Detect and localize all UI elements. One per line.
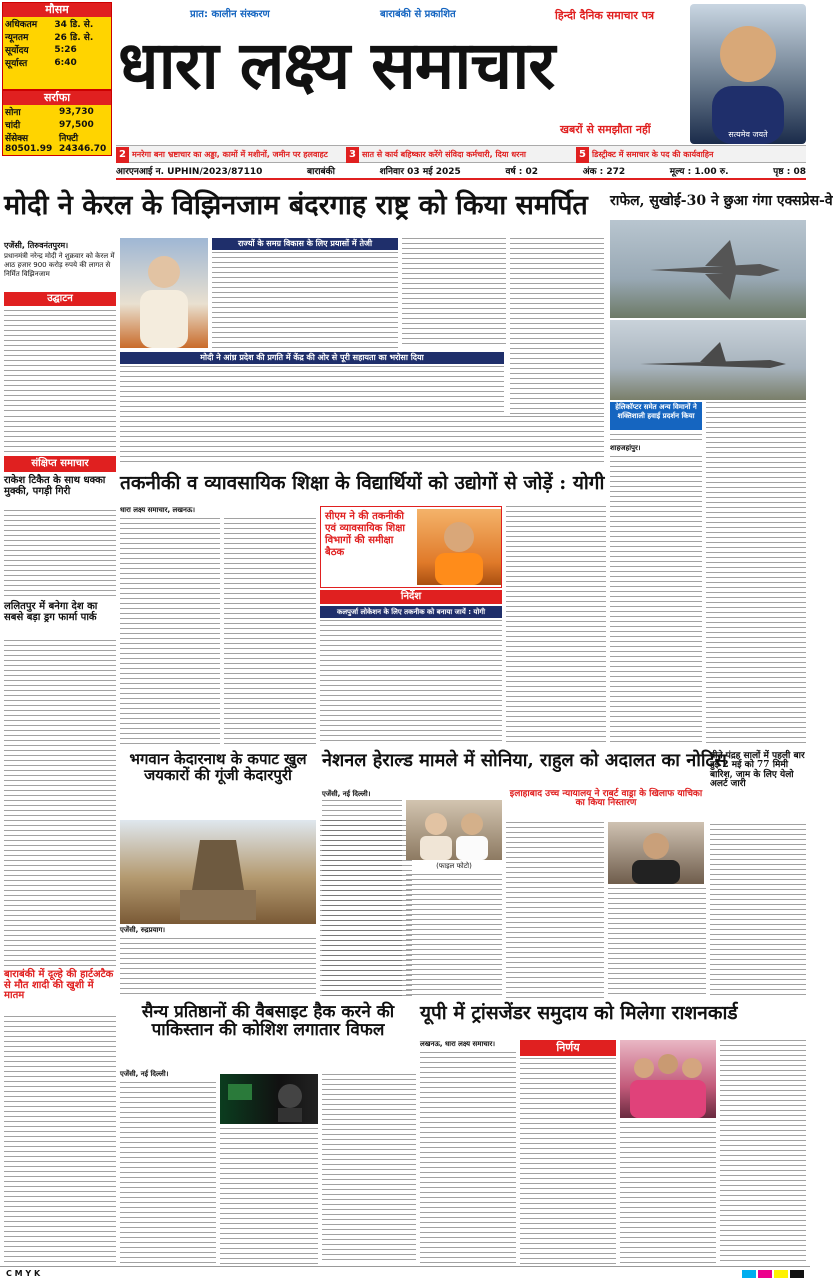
teaser-2-text: सात से कार्य बहिष्कार करेंगे संविदा कर्मचारी, दिया धरना (361, 150, 526, 159)
transgender-photo (620, 1040, 716, 1118)
lead-tag: उद्घाटन (4, 292, 116, 306)
kedarnath-photo (120, 820, 316, 924)
kedarnath-caption: एजेंसी, रुद्रप्रयाग। (120, 926, 166, 934)
rni-number: आरएनआई न. UPHIN/2023/87110 (116, 167, 263, 177)
jet-icon (610, 220, 806, 318)
temple-icon (120, 820, 316, 924)
footer-strip (0, 1266, 810, 1280)
brief-headline-1[interactable]: राकेश टिकैत के साथ धक्का मुक्की, पगड़ी गिरी (4, 475, 106, 497)
lead-column-5 (120, 366, 504, 414)
yogi-column-3 (320, 620, 502, 744)
teaser-2-num: 3 (346, 147, 359, 163)
person-icon (120, 238, 208, 348)
left-column-lead-continued (4, 416, 116, 452)
weather-title: मौसम (3, 3, 111, 17)
gold-label: सोना (5, 108, 21, 118)
teaser-3-text: डिस्ट्रीक्ट में समाचार के पद की कार्यवाहिन (591, 150, 714, 159)
issue-date: शनिवार 03 मई 2025 (379, 167, 461, 177)
cyber-photo (220, 1074, 318, 1124)
person-icon (608, 822, 704, 884)
group-icon (620, 1040, 716, 1118)
herald-photo (406, 800, 502, 860)
transgender-column-4 (720, 1040, 806, 1264)
lead-lead-sentence: प्रधानमंत्री नरेन्द्र मोदी ने शुक्रवार को केरल में आठ हजार 900 करोड़ रुपये की लागत से निर्मित विझिनजाम (4, 252, 115, 278)
min-temp-value: 26 डि. से. (54, 33, 94, 43)
cyan-swatch (742, 1270, 756, 1278)
transgender-column-3 (620, 1122, 716, 1264)
sunrise-label: सूर्योदय (5, 46, 29, 56)
herald-photo-caption: (फाइल फोटो) (436, 862, 472, 870)
registration-bar (742, 1270, 804, 1278)
brief-headline-3[interactable]: बाराबंकी में दूल्हे की हार्टअटैक से मौत शादी की खुशी में मातम (4, 969, 114, 1001)
nifty-label: निफ्टी (59, 134, 79, 144)
brief-text-3 (4, 1016, 116, 1264)
lead-column-2 (212, 252, 398, 348)
transgender-dateline: लखनऊ, धारा लक्ष्य समाचार। (420, 1040, 496, 1048)
yogi-photo (417, 509, 501, 585)
allahabad-column-1 (506, 822, 604, 998)
herald-headline[interactable]: नेशनल हेराल्ड मामले में सोनिया, राहुल को अदालत का नोटिस (322, 750, 727, 771)
allahabad-column-2 (608, 888, 706, 998)
yogi-box-tag: निर्देश (320, 590, 502, 604)
lead-column-4 (510, 238, 604, 414)
brief-title: संक्षिप्त समाचार (4, 456, 116, 472)
plane-icon (610, 320, 806, 400)
issue-number: अंक : 272 (582, 167, 626, 177)
sunset-label: सूर्यास्त (5, 59, 28, 69)
lead-subhead-1: राज्यों के समग्र विकास के लिए प्रयासों में तेजी (212, 238, 398, 250)
edition-city: बाराबंकी (307, 167, 335, 177)
portrait-icon (690, 4, 806, 144)
teaser-strip (116, 145, 806, 163)
teaser-1-num: 2 (116, 147, 129, 163)
rain-headline[interactable]: बीते पंद्रह सालों में पहली बार हुई 2 मई को 77 मिमी बारिश, जाम के लिए येलो अलर्ट जारी (710, 751, 805, 790)
vadra-photo (608, 822, 704, 884)
cyber-dateline: एजेंसी, नई दिल्ली। (120, 1070, 169, 1078)
weather-box (2, 2, 112, 90)
issue-year: वर्ष : 02 (505, 167, 539, 177)
cyber-column-2 (220, 1128, 318, 1264)
rafale-headline[interactable]: राफेल, सुखोई-30 ने छुआ गंगा एक्सप्रेस-वे (610, 193, 833, 209)
masthead-title: धारा लक्ष्य समाचार (118, 26, 555, 104)
rafale-photo-1 (610, 220, 806, 318)
two-persons-icon (406, 800, 502, 860)
teaser-1[interactable] (116, 147, 344, 163)
rafale-photo-2 (610, 320, 806, 400)
yogi-column-4 (506, 506, 606, 744)
sensex-label: सेंसेक्स (5, 134, 29, 144)
brief-text-1 (4, 510, 116, 598)
lead-column-3 (402, 238, 506, 348)
cyber-column-1 (120, 1082, 216, 1264)
max-temp-value: 34 डि. से. (54, 20, 94, 30)
rafale-caption: हेलिकॉप्टर समेत अन्य विमानों ने शक्तिशाली हवाई प्रदर्शन किया (610, 402, 702, 430)
transgender-headline[interactable]: यूपी में ट्रांसजेंडर समुदाय को मिलेगा राशनकार्ड (420, 1002, 738, 1024)
lead-column-1 (4, 310, 116, 414)
cyber-headline[interactable]: सैन्य प्रतिष्ठानों की वैबसाइट हैक करने की पाकिस्तान की कोशिश लगातार विफल (141, 1002, 395, 1040)
yogi-column-2 (224, 518, 316, 744)
teaser-1-text: मनरेगा बना भ्रष्टाचार का अड्डा, कामों में मशीनों, जमीन पर हलवाहट (131, 150, 328, 159)
page-count: पृष्ठ : 08 (773, 167, 806, 177)
rafale-dateline: शाहजहांपुर। (610, 444, 641, 452)
yogi-box (320, 506, 502, 588)
yogi-dateline: धारा लक्ष्य समाचार, लखनऊ। (120, 506, 196, 514)
portrait-caption: सत्यमेव जयते (728, 130, 768, 139)
edition-right: बाराबंकी से प्रकाशित (380, 9, 456, 20)
person-icon (417, 509, 501, 585)
lead-dateline: एजेंसी, तिरुवनंतपुरम। (4, 241, 69, 250)
edition-left: प्रात: कालीन संस्करण (190, 9, 270, 20)
teaser-3-num: 5 (576, 147, 589, 163)
silver-label: चांदी (5, 121, 21, 131)
lead-headline[interactable]: मोदी ने केरल के विझिनजाम बंदरगाह राष्ट्र को किया समर्पित (4, 190, 588, 221)
sunset-value: 6:40 (54, 57, 77, 68)
hacker-icon (220, 1074, 318, 1124)
herald-column-1 (322, 800, 402, 998)
issue-price: मूल्य : 1.00 रु. (669, 167, 729, 177)
gold-value: 93,730 (59, 106, 94, 117)
rafale-column-3 (706, 402, 806, 744)
teaser-3[interactable] (576, 147, 804, 163)
transgender-tag: निर्णय (520, 1040, 616, 1056)
min-temp-label: न्यूनतम (5, 33, 29, 43)
yogi-column-1 (120, 518, 220, 744)
herald-dateline: एजेंसी, नई दिल्ली। (322, 790, 371, 798)
kedarnath-column-1 (120, 938, 316, 998)
transgender-column-1 (420, 1052, 516, 1264)
transgender-column-2 (520, 1058, 616, 1264)
yogi-subhead: कलपुर्जा लोकेशन के लिए तकनीक को बनाया जायें : योगी (320, 606, 502, 618)
yogi-headline[interactable]: तकनीकी व व्यावसायिक शिक्षा के विद्यार्थियों को उद्योगों से जोड़ें : योगी (120, 472, 605, 494)
black-swatch (790, 1270, 804, 1278)
rafale-column-2 (610, 456, 702, 744)
bullion-title: सर्राफा (3, 91, 111, 105)
sunrise-value: 5:26 (54, 44, 77, 55)
nifty-value: 24346.70 (59, 144, 107, 154)
brief-text-2 (4, 640, 116, 966)
masthead-slogan: खबरों से समझौता नहीं (560, 123, 651, 136)
info-bar (116, 164, 806, 180)
lead-bottom-text (120, 416, 604, 466)
bullion-box (2, 90, 112, 156)
cmyk-mark: C M Y K (6, 1269, 41, 1278)
lead-photo (120, 238, 208, 348)
brief-headline-2[interactable]: ललितपुर में बनेगा देश का सबसे बड़ा ड्रग फार्मा पार्क (4, 601, 98, 623)
kedarnath-headline[interactable]: भगवान केदारनाथ के कपाट खुल जयकारों की गूंजी केदारपुरी (129, 750, 307, 784)
yogi-box-title: सीएम ने की तकनीकी एवं व्यावसायिक शिक्षा विभागों की समीक्षा बैठक (325, 511, 405, 558)
allahabad-headline[interactable]: इलाहाबाद उच्च न्यायालय ने राबर्ट वाड्रा के खिलाफ याचिका का किया निस्तारण (509, 789, 703, 809)
silver-value: 97,500 (59, 119, 94, 130)
masthead-tagline: हिन्दी दैनिक समाचार पत्र (555, 9, 655, 22)
magenta-swatch (758, 1270, 772, 1278)
lead-subhead-2: मोदी ने आंध्र प्रदेश की प्रगति में केंद्र की ओर से पूरी सहायता का भरोसा दिया (120, 352, 504, 364)
rafale-column-1 (610, 434, 702, 442)
rain-column (710, 824, 806, 998)
teaser-2[interactable] (346, 147, 574, 163)
sensex-value: 80501.99 (5, 144, 53, 154)
cyber-column-3 (322, 1074, 416, 1264)
yellow-swatch (774, 1270, 788, 1278)
brand-ambassador-photo (690, 4, 806, 144)
herald-column-2 (406, 874, 502, 998)
max-temp-label: अधिकतम (5, 20, 38, 30)
